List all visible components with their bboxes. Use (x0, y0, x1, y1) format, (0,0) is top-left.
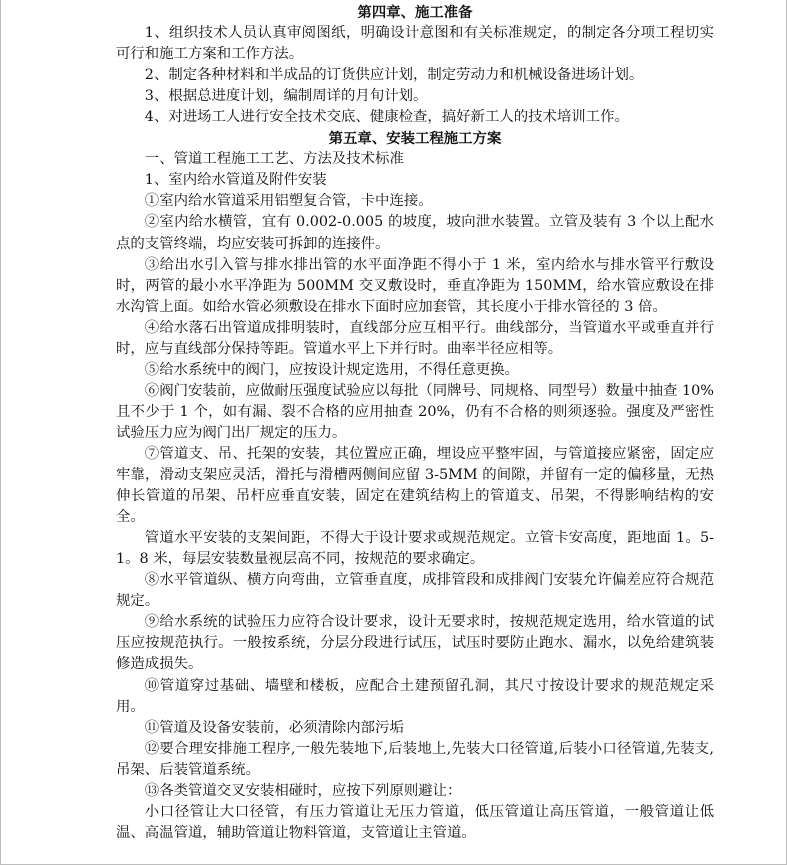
chapter4-item-4: 4、对进场工人进行安全技术交底、健康检查，搞好新工人的技术培训工作。 (144, 109, 629, 126)
paragraph-item-9: ⑨给水系统的试验压力应符合设计要求，设计无要求时，按规范规定选用，给水管道的试压应按规范执行。一般按系统，分层分段进行试压，试压时要防止跑水、漏水，以免给建筑装修造成损失。 (116, 614, 714, 673)
chapter4-item-1: 1、组织技术人员认真审阅图纸，明确设计意图和有关标准规定，的制定各分项工程切实可行和施工方案和工作方法。 (116, 25, 714, 63)
paragraph-item-12: ⑫要合理安排施工程序,一般先装地下,后装地上,先装大口径管道,后装小口径管道,先装支,吊架、后装管道系统。 (116, 740, 714, 778)
subsection-heading: 1、室内给水管道及附件安装 (144, 172, 327, 189)
paragraph-item-5: ⑤给水系统中的阀门，应按设计规定选用，不得任意更换。 (144, 361, 519, 378)
paragraph-item-11: ⑪管道及设备安装前，必须清除内部污垢 (144, 719, 404, 736)
paragraph-item-8: ⑧水平管道纵、横方向弯曲，立管垂直度，成排管段和成排阀门安装允许偏差应符合规范规定。 (116, 572, 714, 610)
chapter4-title: 第四章、施工准备 (357, 4, 473, 21)
paragraph-avoidance-rules: 小口径管让大口径管，有压力管道让无压力管道，低压管道让高压管道，一般管道让低温、高温管道，辅助管道让物料管道，支管道让主管道。 (116, 803, 714, 841)
paragraph-item-4: ④给水落石出管道成排明装时，直线部分应互相平行。曲线部分，当管道水平或垂直并行时，应与直线部分保持等距。管道水平上下并行时。曲率半径应相等。 (116, 319, 714, 357)
paragraph-item-10: ⑩管道穿过基础、墙壁和楼板，应配合土建预留孔洞，其尺寸按设计要求的规范规定采用。 (116, 677, 714, 715)
document-body (116, 2, 714, 844)
chapter4-item-3: 3、根据总进度计划，编制周详的月旬计划。 (144, 88, 428, 105)
paragraph-item-3: ③给出水引入管与排水排出管的水平面净距不得小于 1 米，室内给水与排水管平行敷设时，两管的最小水平净距为 500MM 交叉敷设时，垂直净距为 150MM，给水管应敷设在排水沟管上面。如给水管必须敷设在排水下面时应加套管，其长度小于排水管径的 3 倍。 (116, 256, 714, 315)
paragraph-item-2: ②室内给水横管，宜有 0.002-0.005 的坡度，坡向泄水装置。立管及装有 3 个以上配水点的支管终端，均应安装可拆卸的连接件。 (116, 214, 714, 252)
section-heading: 一、管道工程施工工艺、方法及技术标准 (144, 151, 404, 168)
paragraph-support-spacing: 管道水平安装的支架间距，不得大于设计要求或规范规定。立管卡安高度，距地面 1。5-1。8 米，每层安装数量视层高不同，按规范的要求确定。 (116, 530, 714, 568)
paragraph-item-7: ⑦管道支、吊、托架的安装，其位置应正确，埋设应平整牢固，与管道接应紧密，固定应牢靠，滑动支架应灵活，滑托与滑槽两侧间应留 3-5MM 的间隙，并留有一定的偏移量，无热伸长管道的吊架、吊杆应垂直安装，固定在建筑结构上的管道支、吊架，不得影响结构的安全。 (116, 445, 714, 526)
chapter4-item-2: 2、制定各种材料和半成品的订货供应计划，制定劳动力和机械设备进场计划。 (144, 67, 644, 84)
chapter5-title: 第五章、安装工程施工方案 (328, 130, 502, 148)
paragraph-item-13: ⑬各类管道交叉安装相碰时，应按下列原则避让： (144, 782, 462, 799)
paragraph-item-1: ①室内给水管道采用铝塑复合管，卡中连接。 (144, 193, 433, 210)
paragraph-item-6: ⑥阀门安装前，应做耐压强度试验应以每批（同牌号、同规格、同型号）数量中抽查 10%且不少于 1 个，如有漏、裂不合格的应用抽查 20%，仍有不合格的则须逐验。强度及严密性试验压力应为阀门出厂规定的压力。 (116, 382, 714, 441)
